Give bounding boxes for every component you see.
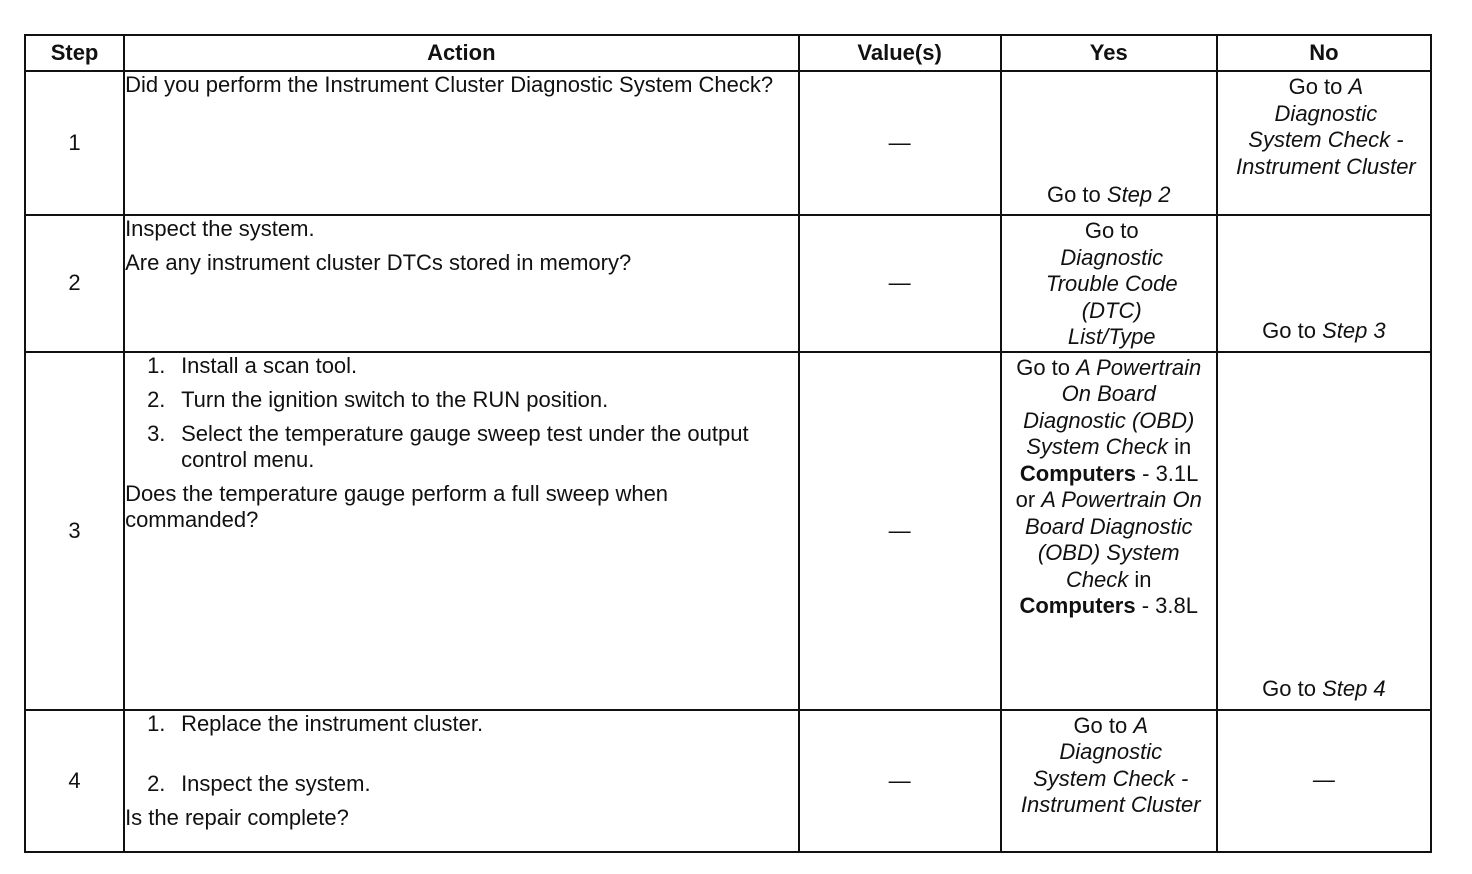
table-row bbox=[25, 352, 1431, 710]
step-number: 1 bbox=[25, 71, 124, 215]
action-question: Is the repair complete? bbox=[125, 804, 349, 830]
action-cell bbox=[124, 71, 798, 215]
header-yes: Yes bbox=[1001, 35, 1217, 71]
action-text: Did you perform the Instrument Cluster Diagnostic System Check? bbox=[125, 72, 774, 97]
or-text: or bbox=[1015, 487, 1042, 512]
no-cell bbox=[1217, 215, 1431, 352]
step-number: 2 bbox=[25, 215, 124, 352]
procedure-link[interactable]: Diagnostic Trouble Code (DTC) List/Type bbox=[1045, 244, 1178, 349]
step-number: 3 bbox=[25, 352, 124, 710]
header-row bbox=[25, 35, 1431, 71]
manual-section: Computers bbox=[1019, 460, 1137, 486]
table-row bbox=[25, 215, 1431, 352]
action-cell bbox=[124, 215, 798, 352]
header-no: No bbox=[1217, 35, 1431, 71]
header-values: Value(s) bbox=[799, 35, 1001, 71]
go-to-text: Go to bbox=[1016, 354, 1077, 380]
no-cell bbox=[1217, 71, 1431, 215]
yes-cell bbox=[1001, 71, 1217, 215]
manual-section: Computers bbox=[1019, 593, 1136, 618]
table-row bbox=[25, 71, 1431, 215]
step-link[interactable]: Step 2 bbox=[1106, 181, 1171, 207]
step-number: 4 bbox=[25, 710, 124, 852]
action-cell bbox=[124, 352, 798, 710]
action-text: Inspect the system. bbox=[125, 216, 315, 241]
go-to-text: Go to bbox=[1262, 318, 1323, 343]
header-step: Step bbox=[25, 35, 124, 71]
go-to-text: Go to bbox=[1262, 676, 1323, 701]
header-action: Action bbox=[124, 35, 798, 71]
value-cell: — bbox=[799, 71, 1001, 215]
list-item: 3. Select the temperature gauge sweep test under the output control menu. bbox=[147, 420, 749, 472]
no-cell: — bbox=[1217, 710, 1431, 852]
procedure-link[interactable]: A Diagnostic System Check - Instrument Cluster bbox=[1236, 74, 1416, 179]
diagnostic-table bbox=[24, 34, 1432, 853]
procedure-link[interactable]: A Powertrain On Board Diagnostic (OBD) System Check bbox=[1024, 487, 1202, 592]
table-row bbox=[25, 710, 1431, 852]
procedure-link[interactable]: A Powertrain On Board Diagnostic (OBD) System Check bbox=[1023, 354, 1202, 459]
list-item: 1. Install a scan tool. bbox=[147, 352, 358, 378]
step-link[interactable]: Step 4 bbox=[1322, 676, 1386, 701]
action-question: Are any instrument cluster DTCs stored in memory? bbox=[125, 250, 632, 275]
step-link[interactable]: Step 3 bbox=[1322, 318, 1386, 343]
yes-cell bbox=[1001, 215, 1217, 352]
value-cell: — bbox=[799, 215, 1001, 352]
yes-cell bbox=[1001, 710, 1217, 852]
list-item: 2. Turn the ignition switch to the RUN position. bbox=[147, 386, 609, 412]
go-to-text: Go to bbox=[1288, 74, 1349, 99]
value-cell: — bbox=[799, 352, 1001, 710]
yes-cell: Go to A Powertrain On Board Diagnostic (OBD) System Check in Computers - 3.1L or A Powertrain On Board Diagnostic (OBD) System Check in Computers - 3.8L bbox=[1001, 352, 1217, 710]
procedure-list bbox=[125, 711, 797, 797]
action-cell bbox=[124, 710, 798, 852]
go-to-text: Go to bbox=[1084, 218, 1139, 243]
list-item: 2. Inspect the system. bbox=[147, 770, 371, 796]
no-cell bbox=[1217, 352, 1431, 710]
action-question: Does the temperature gauge perform a full sweep when commanded? bbox=[125, 480, 669, 532]
procedure-list bbox=[125, 353, 797, 473]
value-cell: — bbox=[799, 710, 1001, 852]
go-to-text: Go to bbox=[1046, 181, 1107, 207]
go-to-text: Go to bbox=[1073, 712, 1134, 738]
list-item: 1. Replace the instrument cluster. bbox=[147, 710, 484, 736]
procedure-link[interactable]: A Diagnostic System Check - Instrument Cluster bbox=[1020, 712, 1201, 817]
